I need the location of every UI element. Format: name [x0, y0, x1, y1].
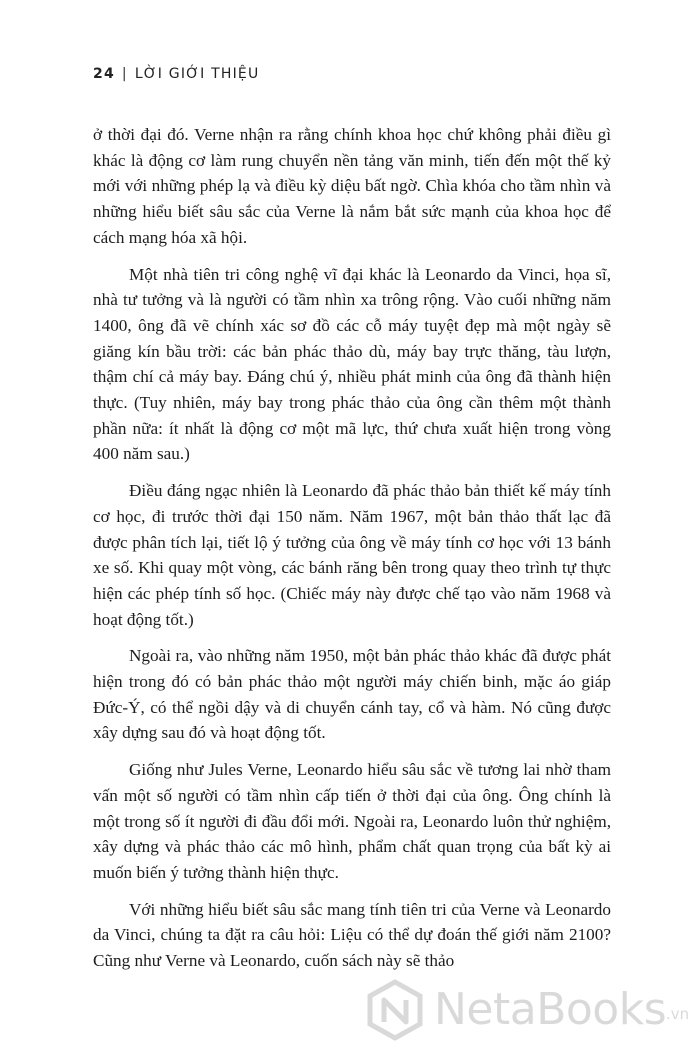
page-body	[93, 122, 611, 985]
paragraph: Với những hiểu biết sâu sắc mang tính tiên tri của Verne và Leonardo da Vinci, chúng ta đặt ra câu hỏi: Liệu có thể dự đoán thế giới năm 2100? Cũng như Verne và Leonardo, cuốn sách này sẽ thảo	[93, 899, 611, 971]
watermark-brand: NetaBooks	[434, 984, 667, 1035]
paragraph: Giống như Jules Verne, Leonardo hiểu sâu sắc về tương lai nhờ tham vấn một số người có tầm nhìn cấp tiến ở thời đại của ông. Ông chính là một trong số ít người đi đầu đổi mới. Ngoài ra, Leonardo luôn thử nghiệm, xây dựng và phác thảo các mô hình, phẩm chất quan trọng của bất kỳ ai muốn biến ý tưởng thành hiện thực.	[93, 760, 611, 882]
paragraph: Điều đáng ngạc nhiên là Leonardo đã phác thảo bản thiết kế máy tính cơ học, đi trước thời đại 150 năm. Năm 1967, một bản thảo thất lạc đã được phân tích lại, tiết lộ ý tưởng của ông về máy tính cơ học với 13 bánh xe số. Khi quay một vòng, các bánh răng bên trong quay theo trình tự thực hiện các phép tính số học. (Chiếc máy này được chế tạo vào năm 1968 và hoạt động tốt.)	[93, 481, 611, 629]
paragraph: Ngoài ra, vào những năm 1950, một bản phác thảo khác đã được phát hiện trong đó có bản phác thảo một người máy chiến binh, mặc áo giáp Đức-Ý, có thể ngồi dậy và di chuyển cánh tay, cổ và hàm. Nó cũng được xây dựng sau đó và hoạt động tốt.	[93, 646, 611, 743]
header-separator: |	[121, 66, 128, 82]
netabooks-logo-icon	[364, 979, 426, 1041]
section-title: LỜI GIỚI THIỆU	[134, 66, 260, 82]
page-number: 24	[93, 66, 115, 82]
paragraph: Một nhà tiên tri công nghệ vĩ đại khác là Leonardo da Vinci, họa sĩ, nhà tư tưởng và là người có tầm nhìn xa trông rộng. Vào cuối những năm 1400, ông đã vẽ chính xác sơ đồ các cỗ máy tuyệt đẹp mà một ngày sẽ giăng kín bầu trời: các bản phác thảo dù, máy bay trực thăng, tàu lượn, thậm chí cả máy bay. Đáng chú ý, nhiều phát minh của ông đã thành hiện thực. (Tuy nhiên, máy bay trong phác thảo của ông cần thêm một thành phần nữa: ít nhất là động cơ một mã lực, thứ chưa xuất hiện trong vòng 400 năm sau.)	[93, 264, 611, 464]
watermark	[364, 975, 694, 1045]
paragraph-continued: ở thời đại đó. Verne nhận ra rằng chính khoa học chứ không phải điều gì khác là động cơ làm rung chuyển nền tảng văn minh, tiến đến một thế kỷ mới với những phép lạ và điều kỳ diệu bất ngờ. Chìa khóa cho tầm nhìn và những hiểu biết sâu sắc của Verne là nắm bắt sức mạnh của khoa học để cách mạng hóa xã hội.	[93, 125, 611, 247]
watermark-suffix: .vn	[666, 1005, 690, 1023]
running-header	[93, 66, 259, 82]
